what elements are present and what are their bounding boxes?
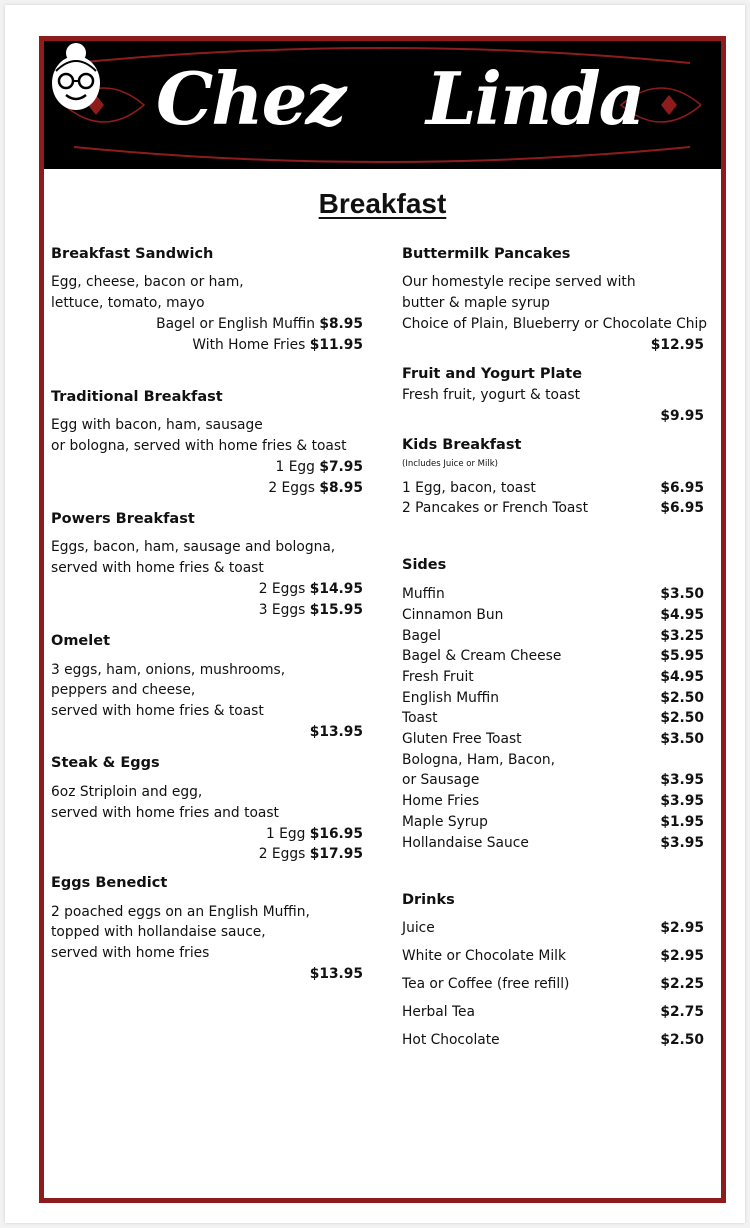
item-description: topped with hollandaise sauce, (51, 924, 266, 940)
list-item-name: Gluten Free Toast (402, 731, 522, 747)
list-item-price: $6.95 (660, 500, 704, 516)
list-item-price: $3.25 (660, 628, 704, 644)
section-title: Drinks (402, 892, 455, 908)
list-item-price: $6.95 (660, 480, 704, 496)
list-item-name: Juice (402, 920, 435, 936)
price-option (259, 581, 363, 597)
item-title: Omelet (51, 633, 111, 649)
option-label: 2 Eggs (258, 846, 306, 862)
item-description: Eggs, bacon, ham, sausage and bologna, (51, 539, 336, 555)
option-price: $8.95 (319, 316, 363, 332)
price-option (259, 602, 363, 618)
list-item-name: White or Chocolate Milk (402, 948, 566, 964)
menu-page (5, 5, 745, 1223)
option-label: 1 Egg (275, 459, 315, 475)
item-description: lettuce, tomato, mayo (51, 295, 205, 311)
list-item-name: Fresh Fruit (402, 669, 474, 685)
list-item-price: $2.50 (660, 690, 704, 706)
page-title: Breakfast (318, 188, 447, 219)
price-option (259, 846, 363, 862)
option-price: $15.95 (309, 602, 363, 618)
item-description: or bologna, served with home fries & toast (51, 438, 347, 454)
list-item-price: $3.50 (660, 731, 704, 747)
option-label: 2 Eggs (268, 480, 315, 496)
item-title: Kids Breakfast (402, 437, 522, 453)
logo-text-left: Chez (156, 56, 345, 141)
list-item-name: 1 Egg, bacon, toast (402, 480, 536, 496)
list-item-price: $2.50 (660, 1032, 704, 1048)
list-item-name: Bagel (402, 628, 441, 644)
item-description: butter & maple syrup (402, 295, 550, 311)
logo-text-right: Linda (426, 56, 644, 141)
list-item-price: $2.50 (660, 710, 704, 726)
item-description: Fresh fruit, yogurt & toast (402, 387, 581, 403)
list-item-name: Hollandaise Sauce (402, 835, 529, 851)
list-item-name: Bagel & Cream Cheese (402, 648, 562, 664)
list-item-name: Home Fries (402, 793, 480, 809)
list-item-name: Tea or Coffee (free refill) (402, 976, 570, 992)
option-price: $14.95 (309, 581, 363, 597)
item-title: Powers Breakfast (51, 511, 195, 527)
list-item-price: $2.25 (660, 976, 704, 992)
list-item-price: $4.95 (660, 607, 704, 623)
option-label: With Home Fries (192, 337, 306, 353)
item-description: served with home fries and toast (51, 805, 279, 821)
price-option (192, 337, 363, 353)
option-label: 3 Eggs (258, 602, 306, 618)
grandma-face-icon (44, 41, 108, 113)
item-title: Breakfast Sandwich (51, 246, 214, 262)
menu-frame (39, 36, 726, 1203)
list-item-name: Muffin (402, 586, 445, 602)
list-item-name: or Sausage (402, 772, 480, 788)
list-item-price: $2.95 (660, 948, 704, 964)
list-item-price: $3.95 (660, 835, 704, 851)
item-title: Traditional Breakfast (51, 389, 223, 405)
item-description: served with home fries & toast (51, 560, 264, 576)
price-option (276, 459, 363, 475)
header-banner (44, 41, 721, 169)
price-option (268, 480, 363, 496)
list-item-price: $3.95 (660, 772, 704, 788)
item-price: $12.95 (650, 337, 704, 353)
list-item-name: English Muffin (402, 690, 499, 706)
option-price: $7.95 (319, 459, 363, 475)
item-description: served with home fries & toast (51, 703, 264, 719)
item-description: served with home fries (51, 945, 210, 961)
list-item-name: Bologna, Ham, Bacon, (402, 752, 556, 768)
list-item-price: $3.95 (660, 793, 704, 809)
price-option (266, 826, 363, 842)
item-note: (Includes Juice or Milk) (402, 459, 498, 469)
item-price: $13.95 (309, 966, 363, 982)
option-label: Bagel or English Muffin (156, 316, 315, 332)
list-item-name: Toast (402, 710, 438, 726)
list-item-price: $1.95 (660, 814, 704, 830)
item-description: 2 poached eggs on an English Muffin, (51, 904, 310, 920)
list-item-name: Hot Chocolate (402, 1032, 500, 1048)
list-item-name: 2 Pancakes or French Toast (402, 500, 588, 516)
list-item-price: $2.95 (660, 920, 704, 936)
item-description: Choice of Plain, Blueberry or Chocolate Chip (402, 316, 708, 332)
option-price: $16.95 (309, 826, 363, 842)
list-item-price: $2.75 (660, 1004, 704, 1020)
item-description: 6oz Striploin and egg, (51, 784, 203, 800)
list-item-name: Cinnamon Bun (402, 607, 504, 623)
item-price: $13.95 (309, 724, 363, 740)
item-title: Eggs Benedict (51, 875, 168, 891)
item-description: Our homestyle recipe served with (402, 274, 636, 290)
item-title: Buttermilk Pancakes (402, 246, 571, 262)
list-item-price: $4.95 (660, 669, 704, 685)
item-title: Fruit and Yogurt Plate (402, 366, 583, 382)
item-description: Egg, cheese, bacon or ham, (51, 274, 244, 290)
item-title: Steak & Eggs (51, 755, 160, 771)
price-option (156, 316, 363, 332)
option-price: $8.95 (319, 480, 363, 496)
item-description: Egg with bacon, ham, sausage (51, 417, 263, 433)
list-item-name: Herbal Tea (402, 1004, 475, 1020)
section-title: Sides (402, 557, 447, 573)
item-description: peppers and cheese, (51, 682, 196, 698)
list-item-name: Maple Syrup (402, 814, 488, 830)
list-item-price: $5.95 (660, 648, 704, 664)
item-description: 3 eggs, ham, onions, mushrooms, (51, 662, 286, 678)
item-price: $9.95 (660, 408, 704, 424)
list-item-price: $3.50 (660, 586, 704, 602)
option-price: $17.95 (309, 846, 363, 862)
option-price: $11.95 (309, 337, 363, 353)
option-label: 2 Eggs (258, 581, 306, 597)
option-label: 1 Egg (265, 826, 306, 842)
